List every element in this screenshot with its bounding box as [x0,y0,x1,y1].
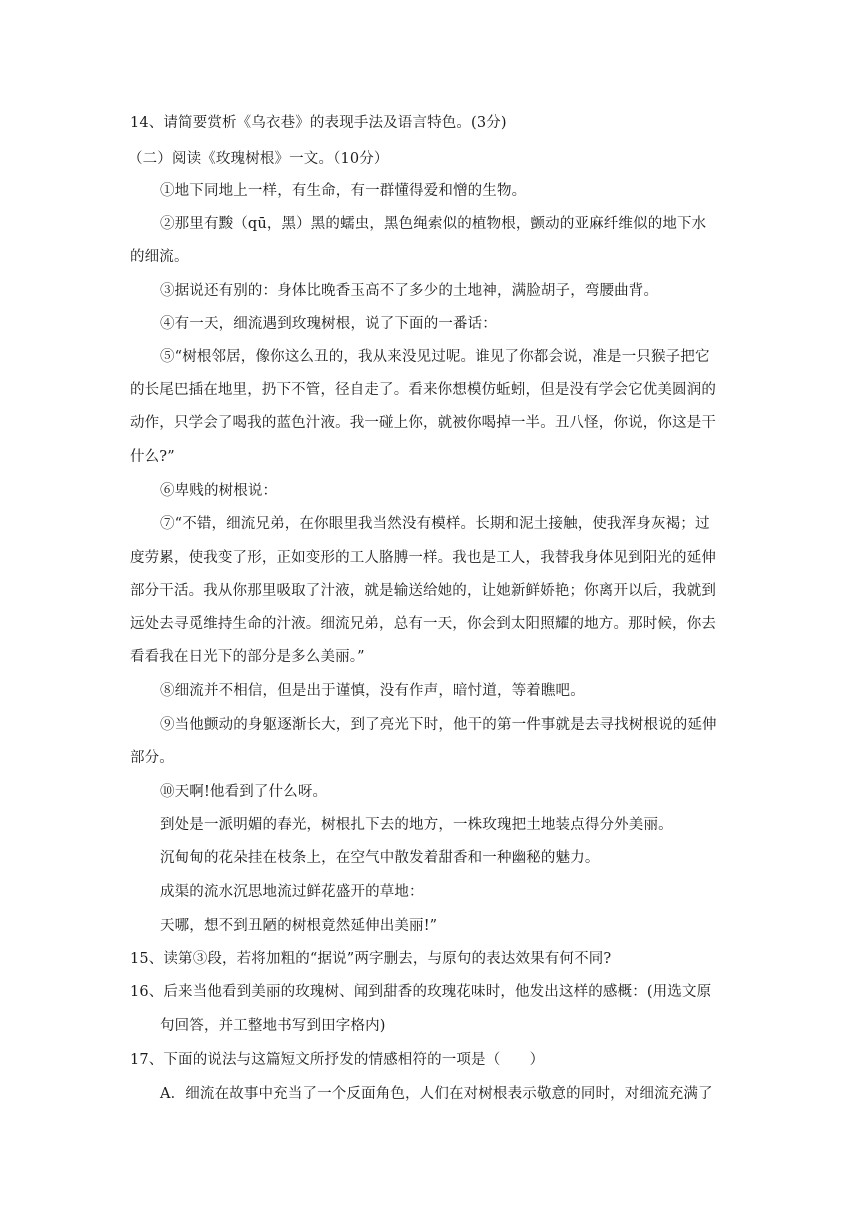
paragraph-7-line-3: 部分干活。我从你那里吸取了汁液，就是输送给她的，让她新鲜娇艳；你离开以后，我就到 [130,583,716,599]
paragraph-7-line-4: 远处去寻觅维持生命的汁液。细流兄弟，总有一天，你会到太阳照耀的地方。那时候，你去 [130,616,716,632]
paragraph-5-line-1: ⑤“树根邻居，像你这么丑的，我从来没见过呢。谁见了你都会说，准是一只猴子把它 [160,349,710,365]
paragraph-3: ③据说还有别的：身体比晚香玉高不了多少的土地神，满脸胡子，弯腰曲背。 [160,283,659,299]
question-15: 15、读第③段，若将加粗的“据说”两字删去，与原句的表达效果有何不同? [130,951,612,967]
paragraph-7-line-1: ⑦“不错，细流兄弟，在你眼里我当然没有模样。长期和泥土接触，使我浑身灰褐；过 [160,516,710,532]
paragraph-6: ⑥卑贱的树根说： [160,483,278,499]
question-14: 14、请简要赏析《乌衣巷》的表现手法及语言特色。(3分) [130,115,507,131]
paragraph-11: 到处是一派明媚的春光，树根扎下去的地方，一株玫瑰把土地装点得分外美丽。 [160,817,673,833]
question-17: 17、下面的说法与这篇短文所抒发的情感相符的一项是（ ） [130,1052,545,1068]
section-title: （二）阅读《玫瑰树根》一文。（10分） [128,151,389,167]
paragraph-7-line-5: 看看我在日光下的部分是多么美丽。” [130,649,365,665]
paragraph-5-line-3: 动作，只学会了喝我的蓝色汁液。我一碰上你，就被你喝掉一半。丑八怪，你说，你这是干 [130,415,716,431]
question-16-line-2: 句回答，并工整地书写到田字格内) [160,1018,386,1034]
paragraph-9-line-1: ⑨当他颤动的身躯逐渐长大，到了亮光下时，他干的第一件事就是去寻找树根说的延伸 [160,717,717,733]
question-16-line-1: 16、后来当他看到美丽的玫瑰树、闻到甜香的玫瑰花味时，他发出这样的感概：(用选文原 [130,984,712,1000]
paragraph-12: 沉甸甸的花朵挂在枝条上，在空气中散发着甜香和一种幽秘的魅力。 [160,850,600,866]
paragraph-7-line-2: 度劳累，使我变了形，正如变形的工人胳膊一样。我也是工人，我替我身体见到阳光的延伸 [130,550,716,566]
paragraph-9-line-2: 部分。 [130,750,174,766]
paragraph-4: ④有一天，细流遇到玫瑰树根，说了下面的一番话： [160,316,497,332]
paragraph-8: ⑧细流并不相信，但是出于谨慎，没有作声，暗忖道，等着瞧吧。 [160,683,585,699]
paragraph-1: ①地下同地上一样，有生命，有一群懂得爱和憎的生物。 [160,183,527,199]
paragraph-2-line-1: ②那里有黢（qū，黑）黑的蠕虫，黑色绳索似的植物根，颤动的亚麻纤维似的地下水 [160,216,707,232]
paragraph-5-line-4: 什么?” [130,449,175,465]
paragraph-5-line-2: 的长尾巴插在地里，扔下不管，径自走了。看来你想模仿蚯蚓，但是没有学会它优美圆润的 [130,382,716,398]
paragraph-13: 成渠的流水沉思地流过鲜花盛开的草地： [160,884,424,900]
question-17-option-a: A．细流在故事中充当了一个反面角色，人们在对树根表示敬意的同时，对细流充满了 [160,1086,713,1102]
paragraph-2-line-2: 的细流。 [130,249,189,265]
paragraph-10: ⑩天啊!他看到了什么呀。 [160,784,328,800]
paragraph-14: 天哪，想不到丑陋的树根竟然延伸出美丽!” [160,918,438,934]
